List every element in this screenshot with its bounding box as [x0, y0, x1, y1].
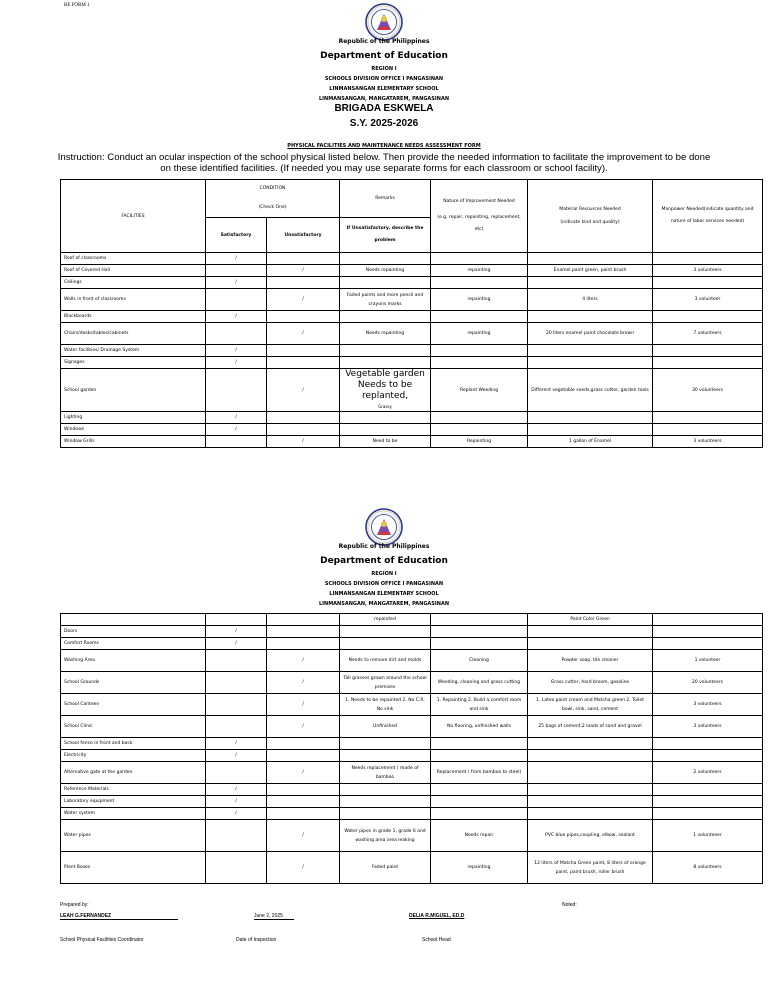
- material-cell: 25 bags of cement,2 loads of sand and gravel: [528, 716, 653, 738]
- school-name: LINMANSANGAN ELEMENTARY SCHOOL: [329, 591, 439, 597]
- unsatisfactory-check: [267, 357, 340, 369]
- manpower-cell: [653, 750, 763, 762]
- satisfactory-check: [206, 694, 267, 716]
- facility-name: School fence in front and back: [61, 738, 206, 750]
- facility-name: Windows: [61, 424, 206, 436]
- manpower-cell: 8 volunteers: [653, 852, 763, 884]
- table-row: [61, 738, 763, 750]
- continued-facility: [61, 614, 206, 626]
- nature-cell: repainting: [431, 852, 528, 884]
- unsatisfactory-check: [267, 345, 340, 357]
- remarks-cell: Faded paints and more pencil and crayons marks: [340, 289, 431, 311]
- table-row: [61, 762, 763, 784]
- nature-cell: [431, 626, 528, 638]
- unsatisfactory-check: [267, 796, 340, 808]
- nature-cell: repainting: [431, 289, 528, 311]
- remarks-cell: [340, 345, 431, 357]
- unsatisfactory-check: /: [267, 672, 340, 694]
- nature-cell: Replacement ( from bamboo to steel): [431, 762, 528, 784]
- school-address: LINMANSANGAN, MANGATAREM, PANGASINAN: [318, 96, 450, 102]
- material-cell: [528, 626, 653, 638]
- table-row: [61, 265, 763, 277]
- school-address: LINMANSANGAN, MANGATAREM, PANGASINAN: [318, 601, 450, 607]
- manpower-cell: [653, 253, 763, 265]
- nature-cell: [431, 311, 528, 323]
- unsatisfactory-check: /: [267, 323, 340, 345]
- facility-name: Plant Boxes: [61, 852, 206, 884]
- satisfactory-check: /: [206, 796, 267, 808]
- nature-cell: [431, 638, 528, 650]
- manpower-cell: [653, 424, 763, 436]
- republic-label: Republic of the Philippines: [338, 38, 430, 45]
- unsatisfactory-check: /: [267, 650, 340, 672]
- manpower-cell: [653, 412, 763, 424]
- manpower-cell: [653, 277, 763, 289]
- col-nature: [431, 180, 528, 253]
- nature-cell: [431, 738, 528, 750]
- unsatisfactory-check: /: [267, 716, 340, 738]
- school-year: S.Y. 2025-2026: [349, 118, 419, 129]
- table-row: [61, 311, 763, 323]
- satisfactory-check: /: [206, 784, 267, 796]
- remarks-cell: [340, 784, 431, 796]
- form-title: PHYSICAL FACILITIES AND MAINTENANCE NEEDS ASSESSMENT FORM: [287, 143, 481, 149]
- remarks-cell: [340, 277, 431, 289]
- material-cell: [528, 253, 653, 265]
- nature-cell: [431, 784, 528, 796]
- unsatisfactory-check: [267, 738, 340, 750]
- col-remarks-sub: If Unsatisfactory, describe the problem: [340, 218, 431, 253]
- preparer-line: [60, 919, 178, 920]
- division-label: SCHOOLS DIVISION OFFICE I PANGASINAN: [324, 76, 444, 82]
- facility-name: School Canteen: [61, 694, 206, 716]
- material-cell: 1. Latex paint cream and Matcha green 2. Toilet bowl, sink, sand, cement: [528, 694, 653, 716]
- table-row: [61, 694, 763, 716]
- material-cell: [528, 638, 653, 650]
- remarks-cell: [340, 750, 431, 762]
- table-row: [61, 852, 763, 884]
- facility-name: Water system: [61, 808, 206, 820]
- satisfactory-check: [206, 289, 267, 311]
- nature-cell: No flooring, unfinished walls: [431, 716, 528, 738]
- unsatisfactory-check: /: [267, 820, 340, 852]
- manpower-cell: [653, 626, 763, 638]
- unsatisfactory-check: [267, 277, 340, 289]
- deped-seal-icon: [365, 2, 403, 42]
- material-cell: [528, 311, 653, 323]
- manpower-cell: 3 volunteers: [653, 694, 763, 716]
- table-row: [61, 345, 763, 357]
- material-cell: [528, 784, 653, 796]
- assessment-table-page2: [60, 613, 763, 884]
- remarks-cell: Needs to remove dirt and molds: [340, 650, 431, 672]
- satisfactory-check: [206, 323, 267, 345]
- facility-name: School Grounds: [61, 672, 206, 694]
- material-cell: [528, 412, 653, 424]
- manpower-cell: 3 volunteers: [653, 436, 763, 448]
- region-label: REGION I: [371, 66, 397, 72]
- manpower-cell: [653, 796, 763, 808]
- facility-name: Lighting: [61, 412, 206, 424]
- manpower-cell: 1 volunteeer: [653, 820, 763, 852]
- continued-unsat: [267, 614, 340, 626]
- satisfactory-check: [206, 672, 267, 694]
- head-name: DELIA R.MIGUEL, ED.D: [409, 913, 465, 919]
- col-nature-title: Nature of Improvement Needed: [443, 198, 515, 204]
- continued-material: Paint Color Green: [528, 614, 653, 626]
- facility-name: Signages: [61, 357, 206, 369]
- satisfactory-check: /: [206, 345, 267, 357]
- material-cell: Grass cutter, hard broom, gasoline: [528, 672, 653, 694]
- material-cell: [528, 750, 653, 762]
- preparer-name: LEAH G.FERNANDEZ: [60, 913, 112, 919]
- satisfactory-check: [206, 820, 267, 852]
- satisfactory-check: /: [206, 253, 267, 265]
- material-cell: 4 liters: [528, 289, 653, 311]
- unsatisfactory-check: /: [267, 265, 340, 277]
- col-condition: CONDITION: [206, 180, 340, 198]
- table-row: [61, 750, 763, 762]
- material-cell: Enamel paint green, paint brush: [528, 265, 653, 277]
- date-label: Date of Inspection: [236, 937, 277, 943]
- nature-cell: Repainting: [431, 436, 528, 448]
- col-unsatisfactory: Unsatisfactory: [267, 218, 340, 253]
- manpower-cell: 1 volunteer: [653, 650, 763, 672]
- facility-name: Washing Area: [61, 650, 206, 672]
- unsatisfactory-check: [267, 784, 340, 796]
- manpower-cell: 20 volunteers: [653, 672, 763, 694]
- manpower-cell: 7 volunteers: [653, 323, 763, 345]
- material-cell: [528, 345, 653, 357]
- unsatisfactory-check: [267, 638, 340, 650]
- school-name: LINMANSANGAN ELEMENTARY SCHOOL: [329, 86, 439, 92]
- page1-header: [0, 2, 768, 129]
- manpower-cell: [653, 784, 763, 796]
- table-row: [61, 289, 763, 311]
- unsatisfactory-check: [267, 311, 340, 323]
- nature-cell: repainting: [431, 323, 528, 345]
- facility-name: Doors: [61, 626, 206, 638]
- material-cell: 20 liters enamel paint chocolate brown: [528, 323, 653, 345]
- col-satisfactory: Satisfactory: [206, 218, 267, 253]
- facility-name: Blackboards: [61, 311, 206, 323]
- remarks-cell: [340, 626, 431, 638]
- satisfactory-check: [206, 369, 267, 412]
- remarks-cell: [340, 357, 431, 369]
- unsatisfactory-check: [267, 424, 340, 436]
- material-cell: 1 gallon of Enamel: [528, 436, 653, 448]
- manpower-cell: 3 volunteers: [653, 265, 763, 277]
- material-cell: 12 liters of Matcha Green paint, 8 liters of orange paint, paint brush, roller brush: [528, 852, 653, 884]
- material-cell: Powder soap, tile cleaner: [528, 650, 653, 672]
- date-line: [254, 919, 294, 920]
- inspection-date: June 2, 2025: [254, 913, 283, 919]
- col-check-one: (Check One): [206, 198, 340, 218]
- division-label: SCHOOLS DIVISION OFFICE I PANGASINAN: [324, 581, 444, 587]
- facility-name: Alternative gate at the garden: [61, 762, 206, 784]
- material-cell: PVC blue pipes,coupling, elbow, sealant: [528, 820, 653, 852]
- facility-name: Window Grills: [61, 436, 206, 448]
- table-row: [61, 412, 763, 424]
- table-row: [61, 424, 763, 436]
- unsatisfactory-check: /: [267, 852, 340, 884]
- manpower-cell: [653, 345, 763, 357]
- material-cell: [528, 357, 653, 369]
- manpower-cell: 2 volunteers: [653, 762, 763, 784]
- nature-cell: [431, 424, 528, 436]
- satisfactory-check: [206, 265, 267, 277]
- remarks-cell: Water pipes in grade 1, grade 6 and washing area area leaking: [340, 820, 431, 852]
- table-row: [61, 808, 763, 820]
- col-material-title: Material Resources Needed: [559, 207, 621, 212]
- unsatisfactory-check: [267, 253, 340, 265]
- nature-cell: 1. Repainting 2. Build a comfort room and sink: [431, 694, 528, 716]
- nature-cell: [431, 750, 528, 762]
- remarks-cell: [340, 638, 431, 650]
- nature-cell: Replant Weeding: [431, 369, 528, 412]
- head-role: School Head: [422, 937, 451, 943]
- assessment-table-page1: [60, 179, 763, 448]
- table-row: [61, 638, 763, 650]
- manpower-cell: [653, 638, 763, 650]
- nature-cell: [431, 796, 528, 808]
- satisfactory-check: /: [206, 738, 267, 750]
- facility-name: Chairs/desks/tables/cabinets: [61, 323, 206, 345]
- table-row: [61, 650, 763, 672]
- remarks-cell: Tall grasses grown around the school premises: [340, 672, 431, 694]
- garden-remarks-note: Grassy: [378, 404, 392, 409]
- unsatisfactory-check: /: [267, 436, 340, 448]
- facility-name: Water facilities/ Drainage System: [61, 345, 206, 357]
- facility-name: School garden: [61, 369, 206, 412]
- nature-cell: [431, 808, 528, 820]
- facility-name: Water pipes: [61, 820, 206, 852]
- unsatisfactory-check: [267, 808, 340, 820]
- col-manpower: Manpower Needed(indicate quantity and nature of labor services needed): [653, 180, 763, 253]
- satisfactory-check: /: [206, 626, 267, 638]
- satisfactory-check: /: [206, 412, 267, 424]
- nature-cell: [431, 412, 528, 424]
- satisfactory-check: [206, 650, 267, 672]
- material-cell: Different vegetable seeds,grass cutter, garden tools: [528, 369, 653, 412]
- nature-cell: Cleaning: [431, 650, 528, 672]
- remarks-cell: Faded paint: [340, 852, 431, 884]
- satisfactory-check: /: [206, 311, 267, 323]
- unsatisfactory-check: [267, 626, 340, 638]
- material-cell: [528, 796, 653, 808]
- material-cell: [528, 277, 653, 289]
- remarks-cell: [340, 424, 431, 436]
- col-facilities: FACILITIES: [61, 180, 206, 253]
- satisfactory-check: [206, 762, 267, 784]
- remarks-cell: [340, 369, 431, 412]
- manpower-cell: [653, 738, 763, 750]
- continued-nature: [431, 614, 528, 626]
- facility-name: Electricity: [61, 750, 206, 762]
- table-row: [61, 323, 763, 345]
- remarks-cell: [340, 311, 431, 323]
- table-row: [61, 784, 763, 796]
- table-row: [61, 672, 763, 694]
- remarks-cell: Need to be: [340, 436, 431, 448]
- table-row: [61, 716, 763, 738]
- satisfactory-check: [206, 716, 267, 738]
- remarks-cell: [340, 412, 431, 424]
- satisfactory-check: /: [206, 357, 267, 369]
- prepared-by-label: Prepared by:: [60, 902, 89, 908]
- nature-cell: [431, 277, 528, 289]
- satisfactory-check: /: [206, 277, 267, 289]
- facility-name: Comfort Rooms: [61, 638, 206, 650]
- deped-seal-icon: [365, 507, 403, 547]
- satisfactory-check: [206, 436, 267, 448]
- continued-remarks: repainted: [340, 614, 431, 626]
- satisfactory-check: /: [206, 424, 267, 436]
- table-row: [61, 357, 763, 369]
- col-remarks: Remarks: [340, 180, 431, 218]
- nature-cell: Weeding, cleaning and grass cutting: [431, 672, 528, 694]
- region-label: REGION I: [371, 571, 397, 577]
- garden-remarks: Vegetable garden Needs to be replanted,: [345, 369, 425, 401]
- nature-cell: Needs repair: [431, 820, 528, 852]
- nature-cell: [431, 357, 528, 369]
- department-title: Department of Education: [320, 51, 448, 61]
- facility-name: Ceilings: [61, 277, 206, 289]
- unsatisfactory-check: /: [267, 694, 340, 716]
- material-cell: [528, 738, 653, 750]
- col-material: [528, 180, 653, 253]
- table-row: [61, 626, 763, 638]
- facility-name: Roof of classrooms: [61, 253, 206, 265]
- manpower-cell: [653, 357, 763, 369]
- remarks-cell: Needs repainting: [340, 323, 431, 345]
- material-cell: [528, 808, 653, 820]
- material-cell: [528, 762, 653, 784]
- unsatisfactory-check: /: [267, 289, 340, 311]
- noted-label: Noted:: [562, 902, 577, 908]
- instruction-text: Instruction: Conduct an ocular inspection of the school physical listed below. Then provide the needed information to facilitate the improvement to be done on these identified facilities. (If needed you may use separate forms for each classroom or school facility).: [57, 152, 711, 174]
- unsatisfactory-check: /: [267, 369, 340, 412]
- nature-cell: [431, 253, 528, 265]
- facility-name: Roof of Covered Hall: [61, 265, 206, 277]
- material-cell: [528, 424, 653, 436]
- satisfactory-check: /: [206, 808, 267, 820]
- manpower-cell: 3 volunteers: [653, 716, 763, 738]
- remarks-cell: 1. Needs to be repainted 2. No C.R. No sink: [340, 694, 431, 716]
- manpower-cell: 3 volunteer: [653, 289, 763, 311]
- program-title: BRIGADA ESKWELA: [334, 103, 434, 114]
- form-number: BE FORM 1: [64, 3, 90, 8]
- manpower-cell: [653, 311, 763, 323]
- table-row: [61, 253, 763, 265]
- republic-label: Republic of the Philippines: [338, 543, 430, 550]
- unsatisfactory-check: /: [267, 762, 340, 784]
- continued-sat: [206, 614, 267, 626]
- unsatisfactory-check: [267, 412, 340, 424]
- remarks-cell: [340, 253, 431, 265]
- col-nature-sub: (e.g. repair, repainting, replacement, etc): [437, 214, 521, 232]
- manpower-cell: [653, 808, 763, 820]
- facility-name: Reference Materials: [61, 784, 206, 796]
- nature-cell: repainting: [431, 265, 528, 277]
- facility-name: School Clinic: [61, 716, 206, 738]
- col-material-sub: (indicate kind and quality): [560, 220, 620, 225]
- manpower-cell: 30 volunteers: [653, 369, 763, 412]
- satisfactory-check: [206, 852, 267, 884]
- page2-header: [0, 507, 768, 609]
- remarks-cell: Needs replacement ( made of bamboo: [340, 762, 431, 784]
- remarks-cell: [340, 796, 431, 808]
- satisfactory-check: /: [206, 750, 267, 762]
- preparer-role: School Physical Facilities Coordinator: [60, 937, 144, 943]
- satisfactory-check: /: [206, 638, 267, 650]
- remarks-cell: [340, 738, 431, 750]
- continued-manpower: [653, 614, 763, 626]
- facility-name: Laboratory equipment: [61, 796, 206, 808]
- nature-cell: [431, 345, 528, 357]
- table-row: [61, 796, 763, 808]
- table-row: [61, 277, 763, 289]
- unsatisfactory-check: [267, 750, 340, 762]
- table-row: [61, 820, 763, 852]
- remarks-cell: [340, 808, 431, 820]
- remarks-cell: Unfinished: [340, 716, 431, 738]
- facility-name: Walls in front of classrooms: [61, 289, 206, 311]
- remarks-cell: Needs repainting: [340, 265, 431, 277]
- department-title: Department of Education: [320, 556, 448, 566]
